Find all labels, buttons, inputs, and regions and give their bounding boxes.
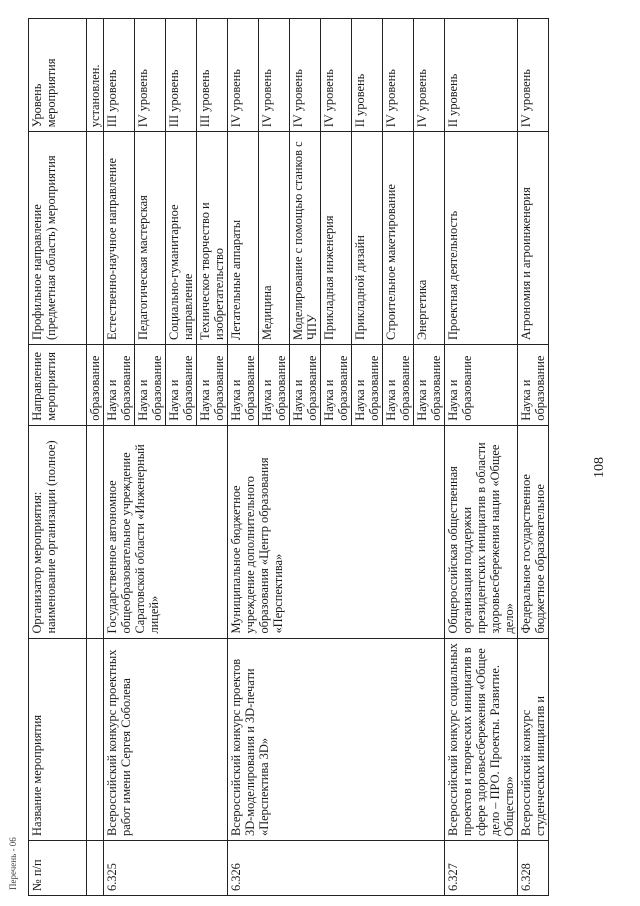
event-organizer: Федеральное государственное бюджетное образовательное: [518, 425, 549, 638]
cell-profile: Техническое творчество и изобретательство: [197, 132, 228, 345]
cell-direction: Наука и образование: [414, 345, 445, 426]
table-row: [104, 19, 135, 896]
header-profile: Профильное направление (предметная область) мероприятия: [29, 132, 87, 345]
cell-level: IV уровень: [290, 19, 321, 132]
cell-profile: Летательные аппараты: [228, 132, 259, 345]
cell-profile: Прикладная инженерия: [321, 132, 352, 345]
header-level: Уровень мероприятия: [29, 19, 87, 132]
header-organizer: Организатор мероприятия: наименование организации (полное): [29, 425, 87, 638]
cell-profile: Строительное макетирование: [383, 132, 414, 345]
cell-empty: [87, 638, 104, 840]
event-number: 6.327: [445, 840, 518, 895]
cell-profile: Агрономия и агроинженерия: [518, 132, 549, 345]
cell-level: II уровень: [352, 19, 383, 132]
cell-profile: Моделирование с помощью станков с ЧПУ: [290, 132, 321, 345]
table-body: [87, 19, 549, 896]
cell-level: III уровень: [104, 19, 135, 132]
footer-note: Перечень - 06: [8, 837, 18, 890]
cell-profile: Медицина: [259, 132, 290, 345]
header-num: № п/п: [29, 840, 87, 895]
cell-empty: [87, 132, 104, 345]
cell-direction: Наука и образование: [135, 345, 166, 426]
cell-profile: Педагогическая мастерская: [135, 132, 166, 345]
cell-level: установлен.: [87, 19, 104, 132]
cell-direction: Наука и образование: [352, 345, 383, 426]
event-name: Всероссийский конкурс студенческих инициатив и: [518, 638, 549, 840]
page-number: 108: [592, 457, 607, 478]
continuation-row: [87, 19, 104, 896]
cell-level: IV уровень: [414, 19, 445, 132]
cell-direction: Наука и образование: [166, 345, 197, 426]
header-direction: Направление мероприятия: [29, 345, 87, 426]
event-organizer: Муниципальное бюджетное учреждение дополнительного образования «Центр образования «Перспектива»: [228, 425, 445, 638]
event-number: 6.325: [104, 840, 228, 895]
cell-direction: Наука и образование: [228, 345, 259, 426]
cell-direction: образование: [87, 345, 104, 426]
cell-level: III уровень: [166, 19, 197, 132]
cell-direction: Наука и образование: [445, 345, 518, 426]
cell-level: IV уровень: [259, 19, 290, 132]
event-name: Всероссийский конкурс проектов 3D-моделирования и 3D-печати «Перспектива 3D»: [228, 638, 445, 840]
cell-level: IV уровень: [228, 19, 259, 132]
cell-profile: Прикладной дизайн: [352, 132, 383, 345]
cell-direction: Наука и образование: [290, 345, 321, 426]
cell-level: IV уровень: [321, 19, 352, 132]
cell-direction: Наука и образование: [518, 345, 549, 426]
event-number: 6.328: [518, 840, 549, 895]
table-row: [445, 19, 518, 896]
cell-empty: [87, 425, 104, 638]
cell-profile: Проектная деятельность: [445, 132, 518, 345]
event-organizer: Общероссийская общественная организация поддержки президентских инициатив в области здоровьесбережения нации «Общее дело»: [445, 425, 518, 638]
header-name: Название мероприятия: [29, 638, 87, 840]
cell-direction: Наука и образование: [383, 345, 414, 426]
cell-direction: Наука и образование: [259, 345, 290, 426]
header-row: [29, 19, 87, 896]
event-number: 6.326: [228, 840, 445, 895]
events-table: [28, 18, 549, 896]
cell-profile: Социально-гуманитарное направление: [166, 132, 197, 345]
cell-level: IV уровень: [518, 19, 549, 132]
table-row: [518, 19, 549, 896]
table-header: [29, 19, 87, 896]
cell-level: II уровень: [445, 19, 518, 132]
cell-level: IV уровень: [383, 19, 414, 132]
cell-profile: Естественно-научное направление: [104, 132, 135, 345]
cell-level: IV уровень: [135, 19, 166, 132]
cell-direction: Наука и образование: [104, 345, 135, 426]
table-row: [228, 19, 259, 896]
cell-direction: Наука и образование: [321, 345, 352, 426]
cell-empty: [87, 840, 104, 895]
event-name: Всероссийский конкурс социальных проектов и творческих инициатив в сфере здоровьесбережения «Общее дело – ПРО. Проекты. Развитие. Общество»: [445, 638, 518, 840]
event-organizer: Государственное автономное общеобразовательное учреждение Саратовской области «Инженерный лицей»: [104, 425, 228, 638]
cell-direction: Наука и образование: [197, 345, 228, 426]
cell-profile: Энергетика: [414, 132, 445, 345]
cell-level: III уровень: [197, 19, 228, 132]
event-name: Всероссийский конкурс проектных работ имени Сергея Соболева: [104, 638, 228, 840]
